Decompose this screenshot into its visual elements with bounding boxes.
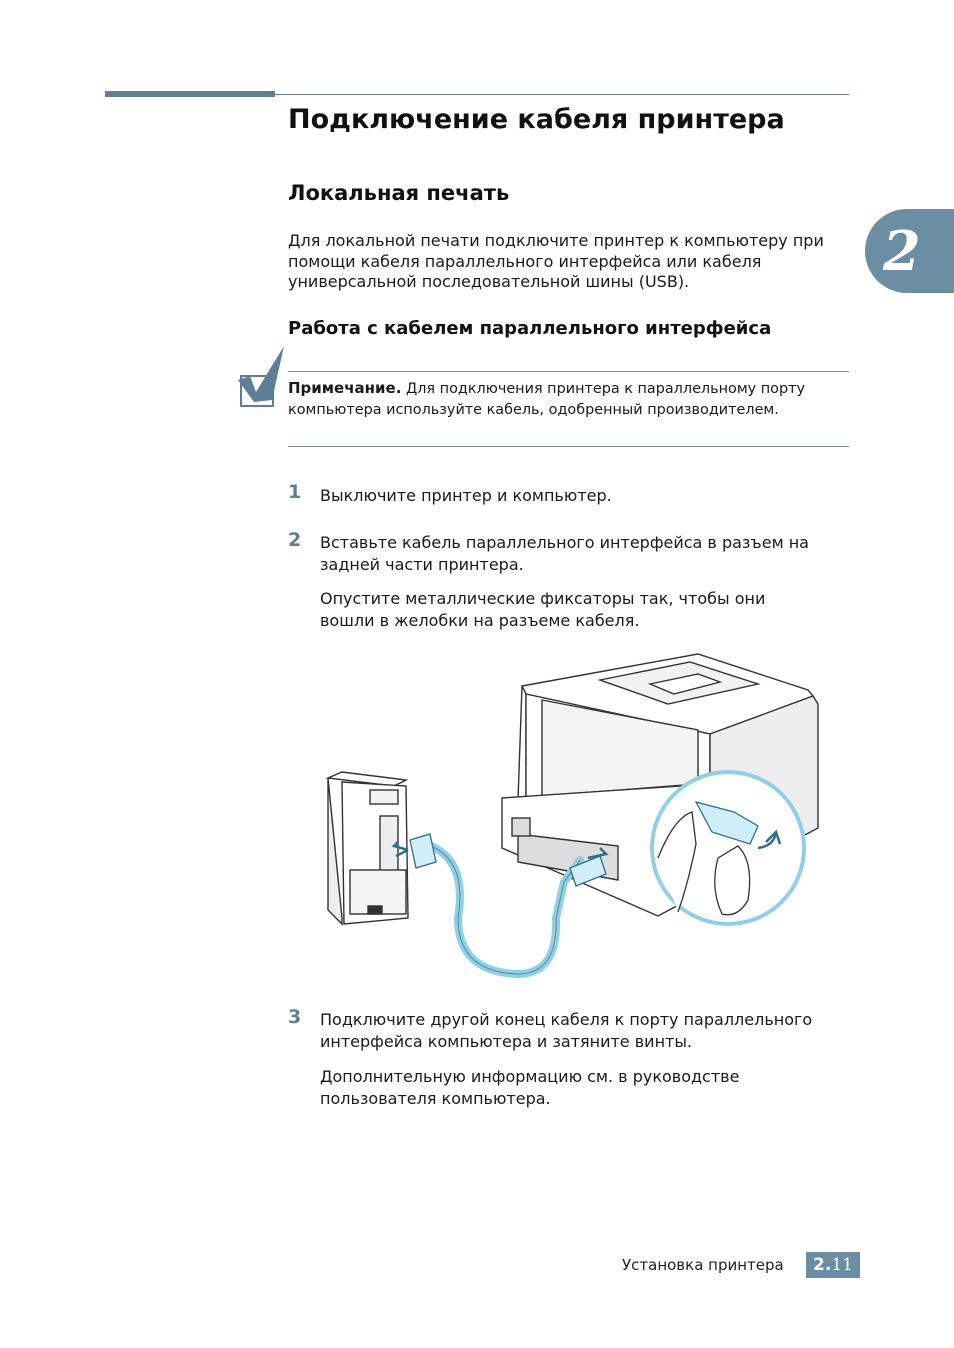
note-divider-top (288, 371, 849, 372)
intro-paragraph: Для локальной печати подключите принтер к компьютеру при помощи кабеля параллельного интерфейса или кабеля универсальной последовательной шины (USB). (288, 231, 824, 291)
footer-section-label: Установка принтера (622, 1256, 784, 1274)
note-divider-bottom (288, 446, 849, 447)
step-text: Подключите другой конец кабеля к порту параллельного интерфейса компьютера и затяните винты. (320, 1010, 813, 1051)
step-number: 3 (288, 1006, 302, 1028)
chapter-number: 2 (883, 219, 921, 283)
step-text: Выключите принтер и компьютер. (320, 486, 612, 505)
page-title: Подключение кабеля принтера (288, 104, 785, 135)
printer-connection-illustration (318, 648, 838, 984)
note-label: Примечание. (288, 379, 402, 397)
subsection-heading: Работа с кабелем параллельного интерфейса (288, 318, 772, 339)
step-number: 1 (288, 481, 302, 503)
page-number-major: 2. (813, 1255, 832, 1275)
header-rule-thin (275, 94, 849, 95)
page-number-minor: 11 (831, 1255, 853, 1275)
note-text: Для подключения принтера к параллельному порту компьютера используйте кабель, одобренный производителем. (288, 381, 806, 418)
step-number: 2 (288, 529, 302, 551)
checkmark-icon (236, 342, 288, 408)
step-text: Вставьте кабель параллельного интерфейса в разъем на задней части принтера. (320, 533, 809, 574)
step-extra-text: Дополнительную информацию см. в руководстве пользователя компьютера. (320, 1067, 740, 1108)
header-rule-thick (105, 91, 275, 97)
computer-tower-illustration (328, 772, 408, 924)
chapter-tab (865, 209, 954, 293)
page-number-badge (806, 1252, 860, 1278)
step-extra-text: Опустите металлические фиксаторы так, чтобы они вошли в желобки на разъеме кабеля. (320, 589, 766, 630)
hand-detail-callout (652, 772, 804, 924)
note-block (288, 378, 853, 420)
section-heading: Локальная печать (288, 181, 510, 205)
